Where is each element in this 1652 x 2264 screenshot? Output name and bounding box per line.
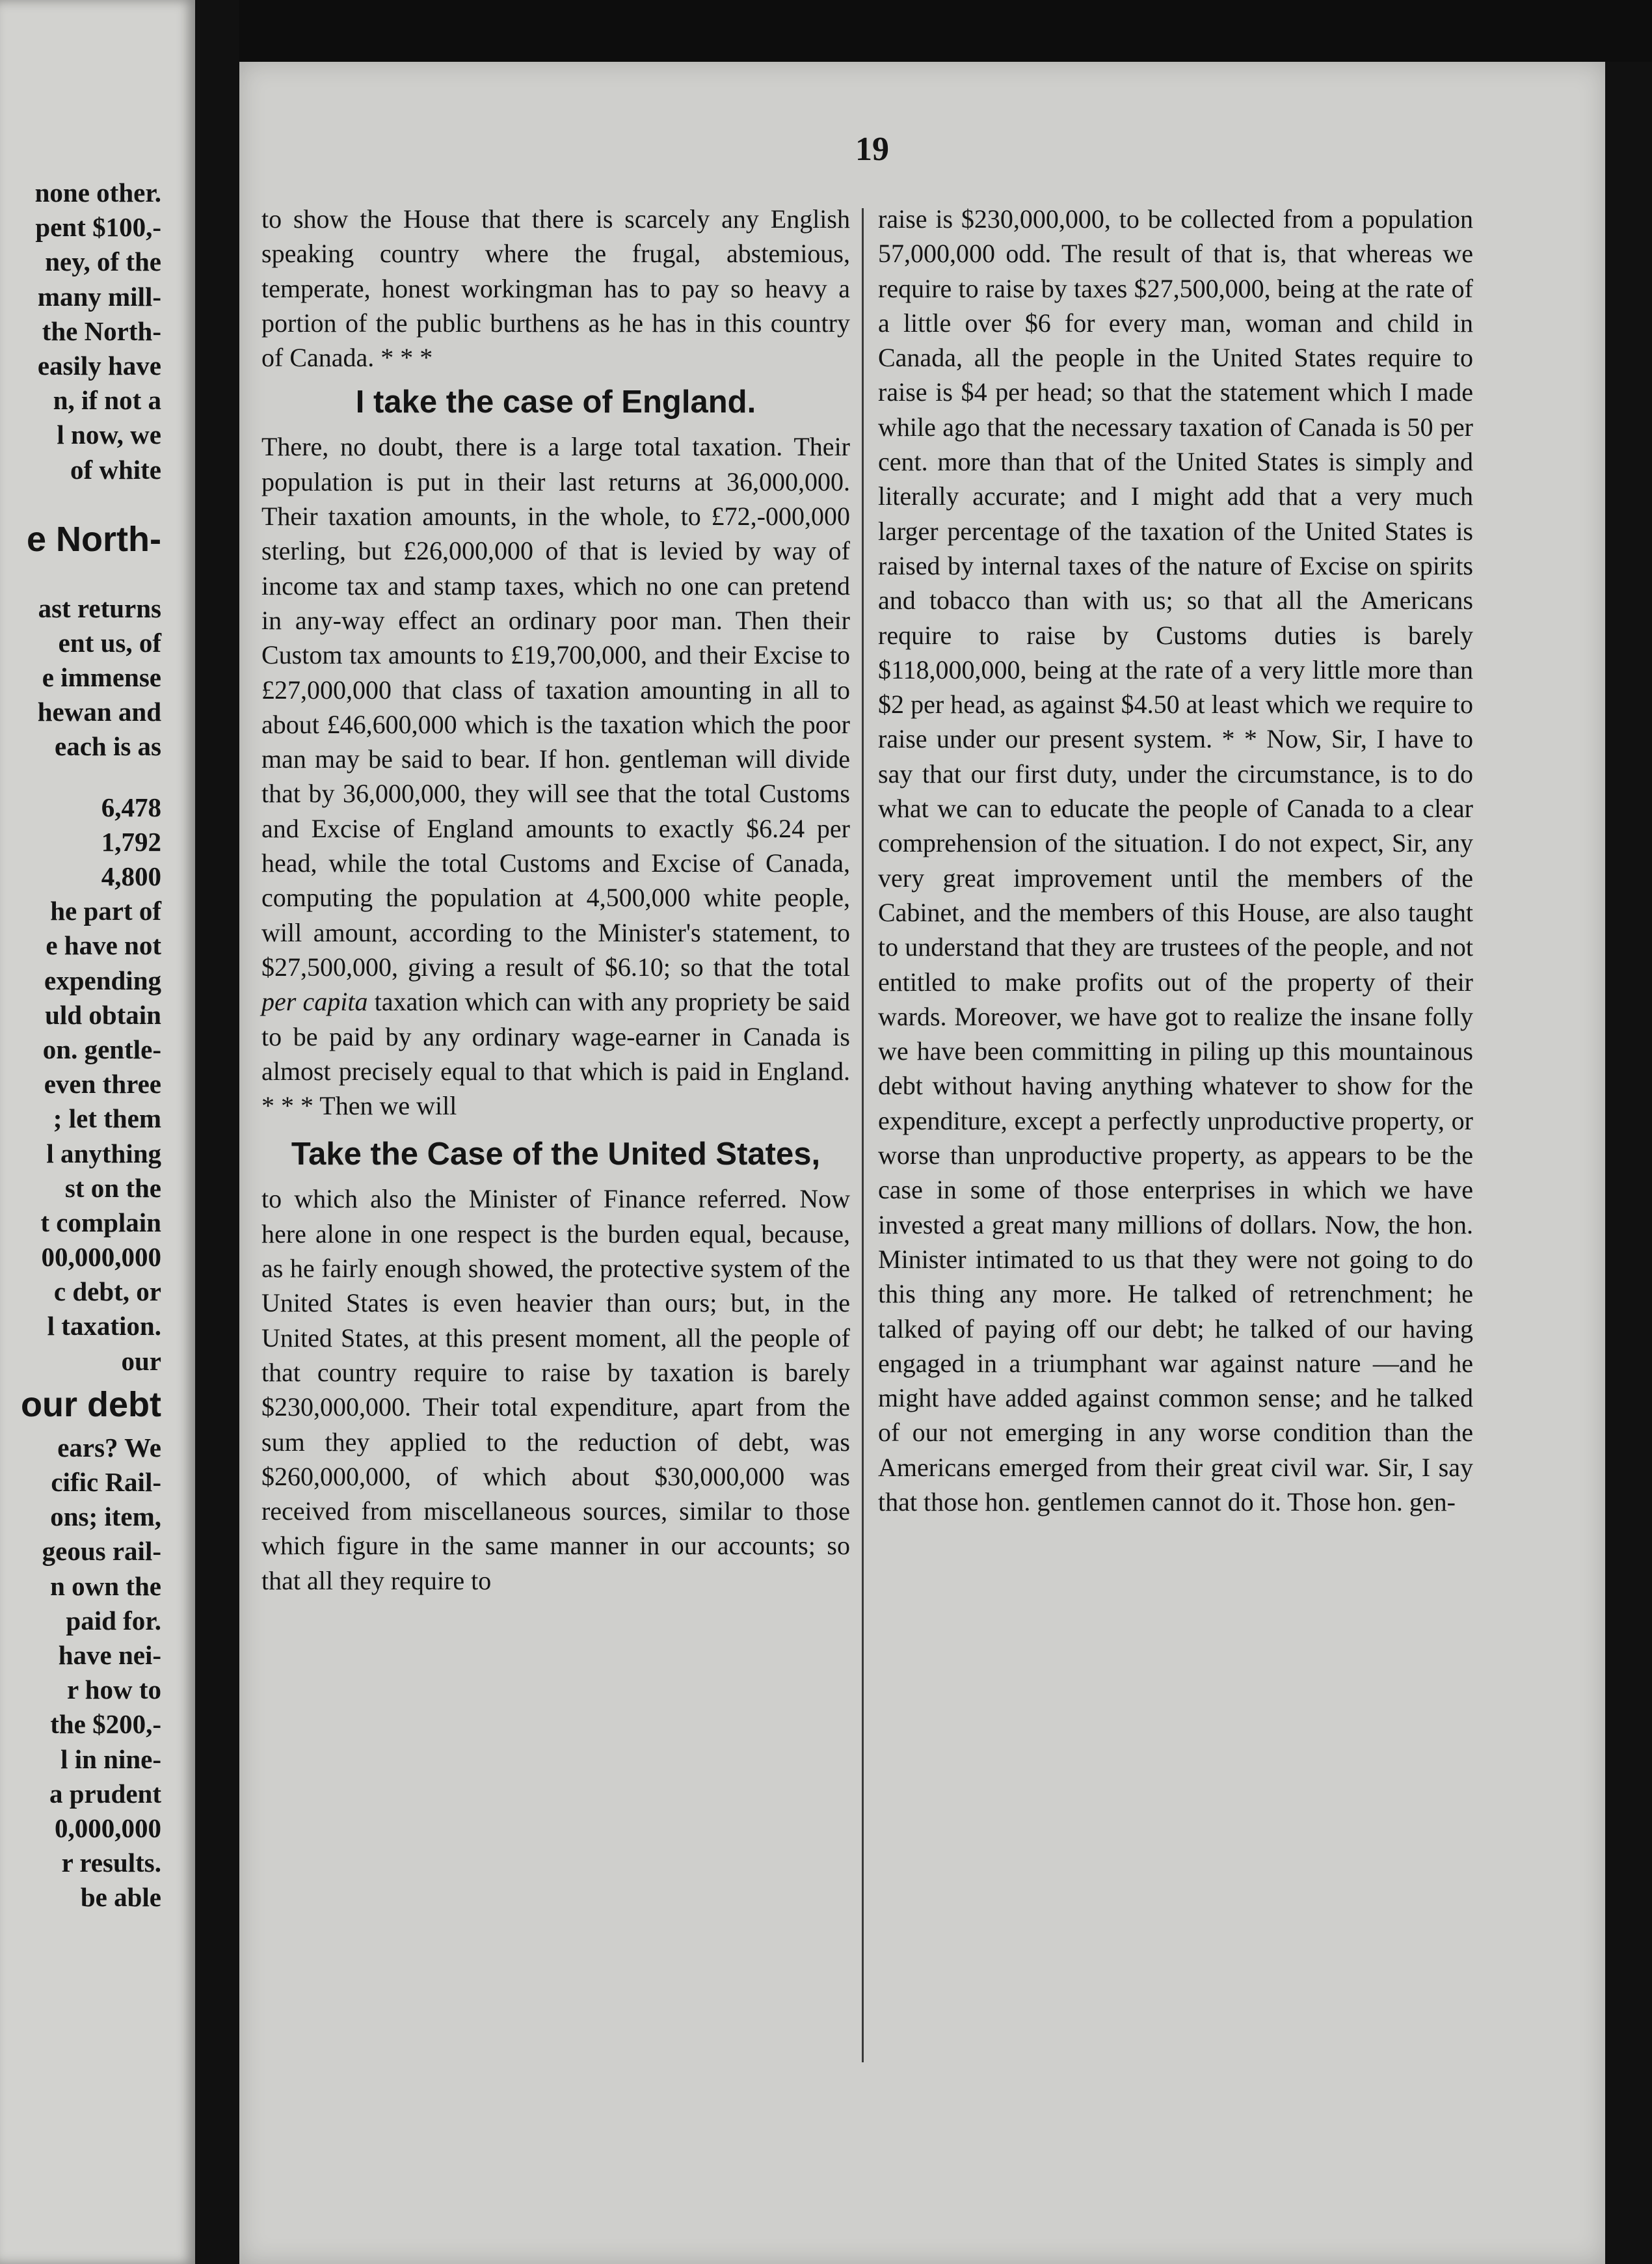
previous-page-line: l taxation. [47, 1311, 161, 1341]
previous-page-line: ney, of the [45, 247, 161, 277]
previous-page-line: pent $100,- [35, 212, 161, 243]
previous-page-line: even three [44, 1069, 161, 1099]
previous-page-line [0, 487, 161, 513]
previous-page-line: ast returns [38, 593, 161, 623]
previous-page-line: he part of [50, 896, 161, 926]
previous-page-line [0, 565, 161, 591]
previous-page-line: st on the [64, 1172, 161, 1203]
previous-page-line [0, 764, 161, 790]
page-edge [1605, 62, 1652, 2264]
previous-page-line: a prudent [49, 1778, 161, 1809]
previous-page-line: each is as [55, 731, 161, 762]
left-column [261, 202, 850, 1598]
paragraph: raise is $230,000,000, to be collected from a population 57,000,000 odd. The result of that is, that whereas we require to raise by taxes $27,500,000, being at the rate of a little over $6 for every man, woman and child in Canada, all the people in the United States require to raise is $4 per head; so that the statement which I made while ago that the necessary taxation of Canada is 50 per cent. more than that of the United States is simply and literally accurate; and I might add that a very much larger percentage of the taxation of the United States is raised by internal taxes of the nature of Excise on spirits and tobacco than with us; so that all the Americans require to raise by Customs duties is barely $118,000,000, being at the rate of a very little more than $2 per head, as against $4.50 at least which we require to raise under our present system. * * Now, Sir, I have to say that our first duty, under the circumstance, is to do what we can to educate the people of Canada to a clear comprehension of the situation. I do not expect, Sir, any very great improvement until the members of the Cabinet, and the members of this House, are also taught to understand that they are trustees of the people, and not entitled to make profits out of the property of their wards. Moreover, we have got to realize the insane folly we have been committing in piling up this mountainous debt without having anything whatever to show for the expenditure, except a perfectly unproductive property, or worse than unproductive property, as appears to be the case in some of those enterprises in which we have invested a great many millions of dollars. Now, the hon. Minister intimated to us that they were not going to do this thing any more. He talked of retrenchment; he talked of paying off our debt; he talked of our having engaged in a triumphant war against nature —and he might have added against common sense; and he talked of our not emerging in any worse condition than the Americans emerged from their great civil war. Sir, I say that those hon. gentlemen cannot do it. Those hon. gen- [878, 204, 1473, 1516]
paragraph-text: taxation which can with any propriety be said to be paid by any ordinary wage-earner in Canada is almost precisely equal to that which is paid in England. * * * Then we will [261, 987, 850, 1121]
paragraph [261, 429, 850, 1123]
previous-page-line: 1,792 [101, 826, 161, 857]
previous-page-line: e immense [42, 662, 161, 693]
previous-page-line: uld obtain [45, 999, 161, 1030]
previous-page-line: ears? We [57, 1432, 161, 1462]
previous-page-text [0, 176, 161, 1915]
previous-page-line: 4,800 [101, 861, 161, 891]
section-heading-united-states: Take the Case of the United States, [291, 1137, 821, 1172]
previous-page-line: many mill- [37, 281, 161, 312]
italic-phrase: per capita [261, 987, 368, 1017]
previous-page-line: have nei- [58, 1639, 161, 1670]
previous-page-line: l in nine- [60, 1744, 161, 1774]
page-number: 19 [855, 131, 889, 168]
previous-page-line: l now, we [57, 420, 161, 450]
book-gutter [195, 0, 239, 2264]
previous-page-fragment [0, 0, 195, 2264]
previous-page-line: the North- [42, 316, 161, 346]
previous-page-line: n, if not a [53, 385, 161, 416]
previous-page-line: r how to [66, 1675, 161, 1705]
previous-page-line: 00,000,000 [41, 1242, 161, 1273]
paragraph: to which also the Minister of Finance referred. Now here alone in one respect is the burden equal, because, as he fairly enough showed, the protective system of the United States is even heavier than ours; but, in the United States, at this present moment, all the people of that country require to raise by taxation is barely $230,000,000. Their total expenditure, apart from the sum they applied to the reduction of debt, was $260,000,000, of which about $30,000,000 was received from miscellaneous sources, similar to those which figure in the same manner in our accounts; so that all they require to [261, 1184, 850, 1595]
previous-page-line: t complain [40, 1207, 161, 1237]
previous-page-line: hewan and [37, 697, 161, 727]
section-heading-england: I take the case of England. [355, 384, 756, 420]
previous-page-line: ons; item, [50, 1502, 161, 1532]
previous-page-line: easily have [37, 350, 161, 381]
previous-page-line: ; let them [53, 1103, 161, 1134]
paragraph-text: There, no doubt, there is a large total taxation. Their population is put in their last returns at 36,000,000. Their taxation amounts, in the whole, to £72,-000,000 sterling, but £26,000,000 of that is levied by way of income tax and stamp taxes, which no one can pretend in any-way effect an ordinary poor man. Then their Custom tax amounts to £19,700,000, and their Excise to £27,000,000 that class of taxation amounting in all to about £46,600,000 which is the taxation which the poor man may be said to bear. If hon. gentleman will divide that by 36,000,000, they will see that the total Customs and Excise of England amounts to exactly $6.24 per head, while the total Customs and Excise of Canada, computing the population at 4,500,000 white people, will amount, according to the Minister's statement, to $27,500,000, giving a result of $6.10; so that the total [261, 432, 850, 982]
previous-page-line: none other. [34, 178, 161, 208]
previous-page-line: e have not [46, 930, 161, 961]
previous-page-line: r results. [61, 1848, 161, 1878]
right-column [878, 202, 1473, 1519]
previous-page-line: c debt, or [53, 1276, 161, 1307]
previous-page-line: paid for. [66, 1605, 161, 1636]
previous-page-line: e North- [27, 519, 161, 559]
previous-page-line: of white [70, 454, 161, 485]
previous-page-line: be able [80, 1882, 161, 1913]
previous-page-line: our [121, 1345, 161, 1376]
previous-page-line: 6,478 [101, 792, 161, 822]
previous-page-line: ent us, of [58, 627, 161, 658]
previous-page-line: 0,000,000 [55, 1813, 161, 1843]
paragraph: to show the House that there is scarcely any English speaking country where the frugal, abstemious, temperate, honest workingman has to pay so heavy a portion of the public burthens as he has in this country of Canada. * * * [261, 204, 850, 373]
column-rule [862, 208, 864, 2062]
previous-page-line: l anything [46, 1138, 161, 1168]
previous-page-line: expending [44, 965, 161, 995]
previous-page-line: on. gentle- [42, 1034, 161, 1064]
previous-page-line: cific Rail- [51, 1467, 161, 1497]
previous-page-line: our debt [21, 1384, 161, 1424]
previous-page-line: geous rail- [42, 1536, 161, 1567]
previous-page-line: the $200,- [50, 1709, 161, 1740]
previous-page-line: n own the [50, 1570, 161, 1601]
